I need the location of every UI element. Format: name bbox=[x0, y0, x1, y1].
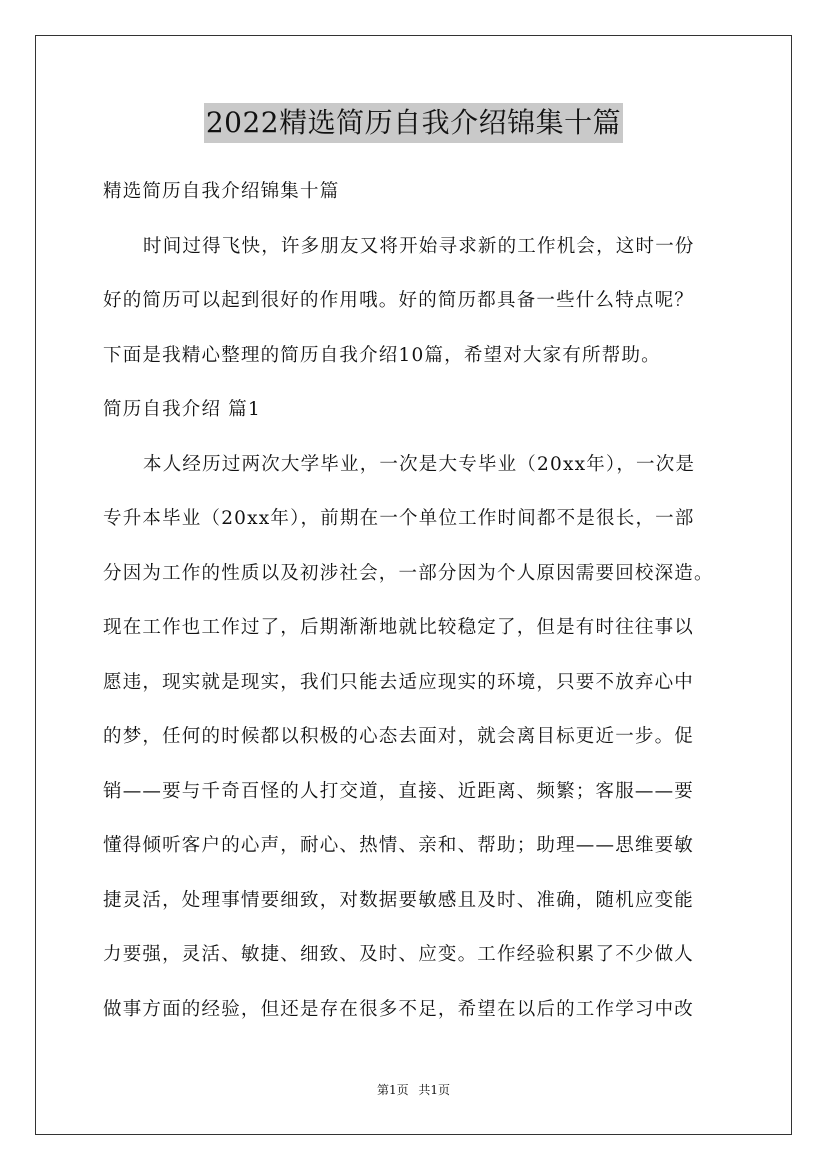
body-line: 懂得倾听客户的心声，耐心、热情、亲和、帮助；助理——思维要敏 bbox=[103, 835, 695, 856]
title-container bbox=[0, 103, 827, 143]
body-line: 专升本毕业（20xx年），前期在一个单位工作时间都不是很长，一部 bbox=[103, 508, 695, 529]
body-line: 本人经历过两次大学毕业，一次是大专毕业（20xx年），一次是 bbox=[143, 453, 696, 475]
body-line: 捷灵活，处理事情要细致，对数据要敏感且及时、准确，随机应变能 bbox=[103, 889, 695, 911]
page-footer bbox=[0, 1082, 827, 1098]
body-line: 分因为工作的性质以及初涉社会，一部分因为个人原因需要回校深造。 bbox=[103, 562, 714, 584]
body-line-subtitle: 精选简历自我介绍锦集十篇 bbox=[103, 181, 340, 202]
page-number: 第1页 bbox=[376, 1083, 409, 1097]
document-body bbox=[103, 165, 729, 1037]
body-line: 销——要与千奇百怪的人打交道，直接、近距离、频繁；客服——要 bbox=[103, 780, 695, 802]
body-line: 好的简历可以起到很好的作用哦。好的简历都具备一些什么特点呢？ bbox=[103, 290, 695, 311]
body-line: 的梦，任何的时候都以积极的心态去面对，就会离目标更近一步。促 bbox=[103, 726, 695, 747]
body-line: 时间过得飞快，许多朋友又将开始寻求新的工作机会，这时一份 bbox=[143, 235, 695, 257]
body-line: 力要强，灵活、敏捷、细致、及时、应变。工作经验积累了不少做人 bbox=[103, 944, 695, 965]
page-total: 共1页 bbox=[418, 1083, 451, 1097]
body-line: 做事方面的经验，但还是存在很多不足，希望在以后的工作学习中改 bbox=[103, 998, 695, 1020]
document-title: 2022精选简历自我介绍锦集十篇 bbox=[204, 103, 623, 143]
body-line: 现在工作也工作过了，后期渐渐地就比较稳定了，但是有时往往事以 bbox=[103, 617, 695, 638]
section-heading: 简历自我介绍 篇1 bbox=[103, 399, 261, 420]
body-line: 愿违，现实就是现实，我们只能去适应现实的环境，只要不放弃心中 bbox=[103, 671, 695, 693]
body-line: 下面是我精心整理的简历自我介绍10篇，希望对大家有所帮助。 bbox=[103, 344, 661, 366]
